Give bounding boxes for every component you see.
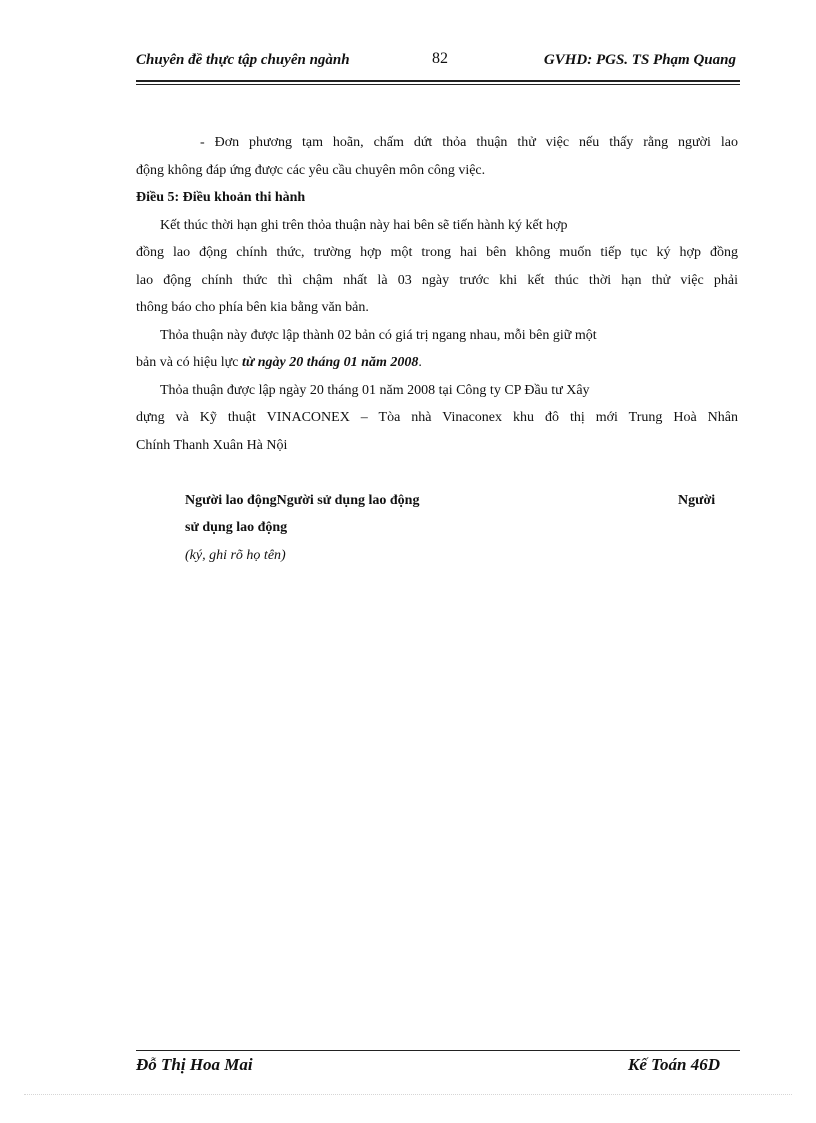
paragraph-line: Thỏa thuận này được lập thành 02 bản có giá trị ngang nhau, mỗi bên giữ một	[160, 328, 597, 343]
page-footer	[136, 1055, 720, 1079]
signature-note: (ký, ghi rõ họ tên)	[185, 548, 286, 563]
paragraph-line: - Đơn phương tạm hoãn, chấm dứt thỏa thuận thử việc nếu thấy rằng người lao	[200, 135, 738, 150]
paragraph-line: Thỏa thuận được lập ngày 20 tháng 01 năm 2008 tại Công ty CP Đầu tư Xây	[160, 383, 590, 398]
page-bottom-edge	[24, 1094, 792, 1095]
page-header	[136, 50, 740, 72]
signature-label-right: Người	[678, 493, 716, 508]
header-rule-thick	[136, 80, 740, 82]
effective-suffix: .	[418, 355, 422, 370]
footer-class: Kế Toán 46D	[628, 1055, 720, 1074]
paragraph-line	[136, 354, 738, 372]
effective-prefix: bản và có hiệu lực	[136, 355, 242, 370]
paragraph-line: dựng và Kỹ thuật VINACONEX – Tòa nhà Vinaconex khu đô thị mới Trung Hoà Nhân	[136, 410, 738, 425]
header-rule-thin	[136, 84, 740, 85]
page-number: 82	[432, 50, 448, 67]
footer-rule	[136, 1050, 740, 1051]
header-topic: Chuyên đề thực tập chuyên ngành	[136, 52, 350, 68]
effective-date: từ ngày 20 tháng 01 năm 2008	[241, 355, 419, 370]
paragraph-line: thông báo cho phía bên kia bằng văn bản.	[136, 300, 369, 315]
signature-labels: Người lao độngNgười sử dụng lao động	[185, 493, 420, 508]
paragraph-line: lao động chính thức thì chậm nhất là 03 ngày trước khi kết thúc thời hạn thử việc phải	[136, 273, 738, 288]
header-advisor: GVHD: PGS. TS Phạm Quang	[543, 52, 736, 68]
paragraph-line: Chính Thanh Xuân Hà Nội	[136, 438, 288, 453]
paragraph-line: Kết thúc thời hạn ghi trên thỏa thuận này hai bên sẽ tiến hành ký kết hợp	[160, 218, 568, 233]
signature-label-continued: sử dụng lao động	[185, 520, 288, 535]
footer-author: Đỗ Thị Hoa Mai	[136, 1055, 253, 1074]
article-heading: Điều 5: Điều khoản thi hành	[136, 190, 306, 205]
paragraph-line: động không đáp ứng được các yêu cầu chuyên môn công việc.	[136, 163, 486, 178]
paragraph-line: đồng lao động chính thức, trường hợp một trong hai bên không muốn tiếp tục ký hợp đồng	[136, 245, 738, 260]
